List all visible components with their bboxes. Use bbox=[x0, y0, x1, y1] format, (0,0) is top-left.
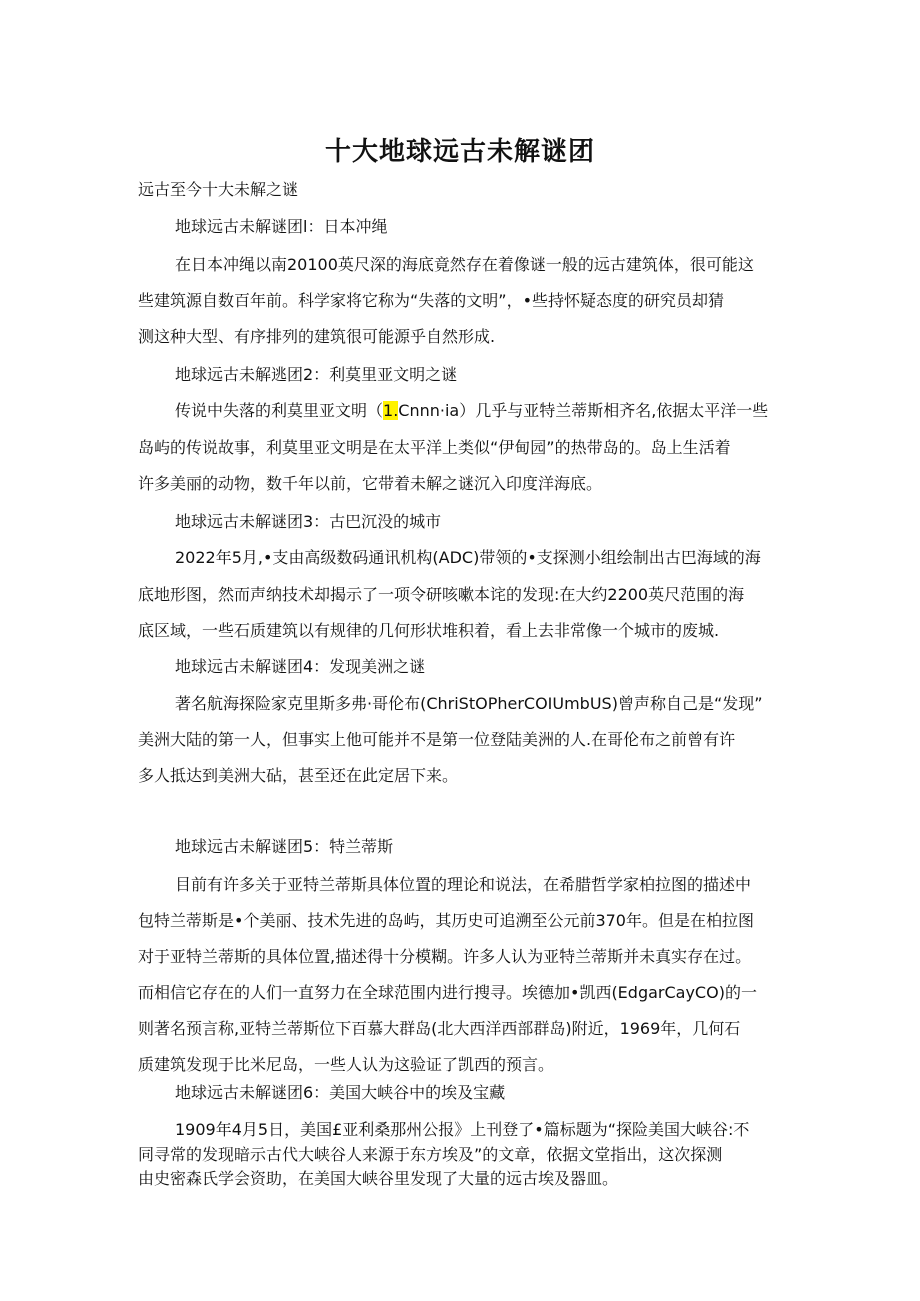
paragraph-text: Cnnn·ia）几乎与亚特兰蒂斯相齐名,依据太平洋一些 bbox=[398, 401, 769, 420]
paragraph-line: 许多美丽的动物，数千年以前，它带着未解之谜沉入印度洋海底。 bbox=[138, 474, 603, 493]
paragraph-line: 著名航海探险家克里斯多弗·哥伦布(ChriStOPherCOIUmbUS)曾声称自己是“发现” bbox=[175, 694, 763, 713]
section-heading: 地球远古未解谜团4：发现美洲之谜 bbox=[175, 657, 426, 676]
paragraph-line: 目前有许多关于亚特兰蒂斯具体位置的理论和说法，在希腊哲学家柏拉图的描述中 bbox=[175, 875, 752, 894]
paragraph-line: 包特兰蒂斯是•个美丽、技术先进的岛屿，其历史可追溯至公元前370年。但是在柏拉图 bbox=[138, 911, 754, 930]
paragraph-line: 在日本冲绳以南20100英尺深的海底竟然存在着像谜一般的远古建筑体，很可能这 bbox=[175, 255, 754, 274]
paragraph-line: 对于亚特兰蒂斯的具体位置,描述得十分模糊。许多人认为亚特兰蒂斯并未真实存在过。 bbox=[138, 947, 752, 966]
paragraph-line: 1909年4月5日，美国£亚利桑那州公报》上刊登了•篇标题为“探险美国大峡谷:不 bbox=[175, 1120, 750, 1139]
section-heading: 地球远古未解逃团2：利莫里亚文明之谜 bbox=[175, 365, 458, 384]
document-title: 十大地球远古未解谜团 bbox=[324, 137, 595, 167]
paragraph-line: 2022年5月,•支由高级数码通讯机构(ADC)带领的•支探测小组绘制出古巴海域的海 bbox=[175, 548, 761, 567]
paragraph-line: 底地形图，然而声纳技术却揭示了一项令研咳嗽本诧的发现:在大约2200英尺范围的海 bbox=[138, 585, 745, 604]
paragraph-line bbox=[175, 401, 768, 421]
paragraph-line: 些建筑源自数百年前。科学家将它称为“失落的文明”，•些持怀疑态度的研究员却猜 bbox=[138, 291, 725, 310]
section-heading: 地球远古未解谜团l：日本冲绳 bbox=[175, 217, 388, 236]
paragraph-text: 传说中失落的利莫里亚文明（ bbox=[175, 401, 384, 420]
section-heading: 地球远古未解谜团3：古巴沉没的城市 bbox=[175, 512, 442, 531]
paragraph-line: 由史密森氏学会资助，在美国大峡谷里发现了大量的远古埃及器皿。 bbox=[138, 1169, 619, 1188]
section-heading: 地球远古未解谜团6：美国大峡谷中的埃及宝藏 bbox=[175, 1083, 506, 1102]
paragraph-line: 美洲大陆的第一人，但事实上他可能并不是第一位登陆美洲的人.在哥伦布之前曾有许 bbox=[138, 730, 736, 749]
paragraph-line: 测这种大型、有序排列的建筑很可能源乎自然形成. bbox=[138, 327, 496, 346]
paragraph-line: 质建筑发现于比米尼岛，一些人认为这验证了凯西的预言。 bbox=[138, 1055, 555, 1074]
paragraph-line: 岛屿的传说故事，利莫里亚文明是在太平洋上类似“伊甸园”的热带岛的。岛上生活着 bbox=[138, 438, 731, 457]
highlighted-text: 1. bbox=[383, 401, 399, 420]
document-subtitle: 远古至今十大未解之谜 bbox=[138, 180, 299, 199]
paragraph-line: 而相信它存在的人们一直努力在全球范围内进行搜寻。埃德加•凯西(EdgarCayCO)的一 bbox=[138, 983, 757, 1002]
paragraph-line: 底区域，一些石质建筑以有规律的几何形状堆积着，看上去非常像一个城市的废城. bbox=[138, 621, 720, 640]
paragraph-line: 则著名预言称,亚特兰蒂斯位下百慕大群岛(北大西洋西部群岛)附近，1969年，几何石 bbox=[138, 1019, 741, 1038]
paragraph-line: 多人抵达到美洲大砧，甚至还在此定居下来。 bbox=[138, 766, 459, 785]
paragraph-line: 同寻常的发现暗示古代大峡谷人来源于东方埃及”的文章，依据文堂指出，这次探测 bbox=[138, 1145, 723, 1164]
section-heading: 地球远古未解谜团5：特兰蒂斯 bbox=[175, 837, 394, 856]
